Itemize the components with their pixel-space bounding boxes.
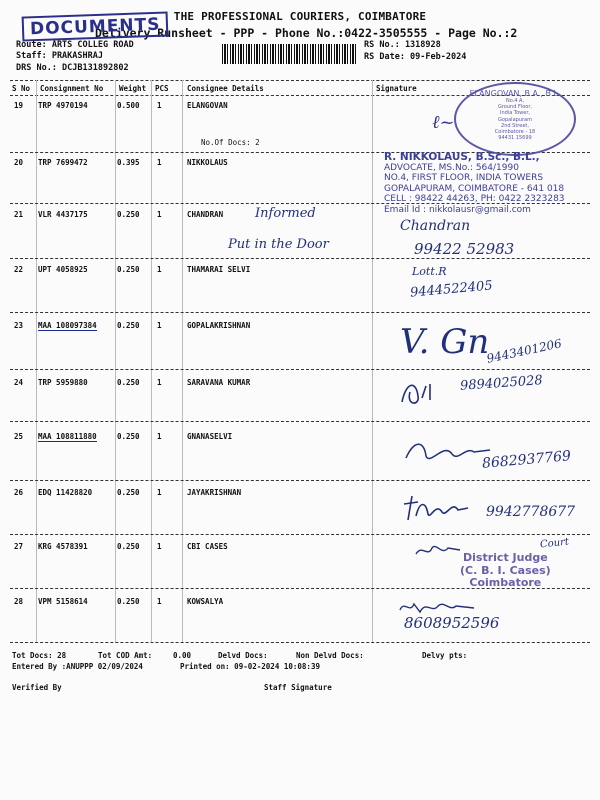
row19-signature: ℓ~ [432, 112, 455, 133]
verified-by: Verified By [12, 683, 62, 692]
elangovan-seal-ring: ELANGOVAN, B.A., B.L. [469, 89, 561, 98]
route-label: Route: ARTS COLLEG ROAD [16, 40, 134, 50]
row-sno: 24 [14, 378, 24, 387]
cbi-court-stamp: District Judge (C. B. I. Cases) Coimbatore [460, 551, 551, 589]
row-consignee: CHANDRAN [187, 210, 224, 219]
row-doc-count: No.Of Docs: 2 [201, 138, 260, 147]
row-consignee: NIKKOLAUS [187, 158, 228, 167]
row-sno: 26 [14, 488, 24, 497]
row-consignment: TRP 7699472 [38, 158, 88, 167]
staff-signature: Staff Signature [264, 683, 332, 692]
delivered-docs: Delvd Docs: [218, 651, 268, 660]
printed-on: Printed on: 09-02-2024 10:08:39 [180, 662, 320, 671]
row21-phone: 99422 52983 [414, 240, 515, 258]
row25-phone: 8682937769 [481, 448, 572, 472]
row-consignee: GNANASELVI [187, 432, 233, 441]
row-sno: 22 [14, 265, 24, 274]
row-consignment: MAA 108097384 [38, 321, 97, 330]
col-header-pcs: PCS [155, 84, 169, 93]
drs-number: DRS No.: DCJB131892802 [16, 63, 129, 73]
row-consignment: KRG 4578391 [38, 542, 88, 551]
row-sno: 19 [14, 101, 24, 110]
row21-note-informed: Informed [255, 206, 316, 221]
row-sno: 21 [14, 210, 24, 219]
row-rule [10, 312, 590, 313]
col-header-weight: Weight [119, 84, 147, 93]
row-weight: 0.250 [117, 265, 140, 274]
row-pcs: 1 [157, 378, 162, 387]
row27-signature [414, 540, 462, 562]
col-header-consignment: Consignment No [40, 84, 104, 93]
col-separator [115, 80, 116, 642]
col-header-consignee: Consignee Details [187, 84, 264, 93]
row22-signature: Lott.R [412, 265, 447, 278]
total-docs: Tot Docs: 28 [12, 651, 67, 660]
row-weight: 0.250 [117, 378, 140, 387]
row-weight: 0.250 [117, 488, 140, 497]
documents-stamp: DOCUMENTS [22, 11, 169, 41]
row-sno: 28 [14, 597, 24, 606]
row23-signature: V. Gn [400, 322, 490, 362]
row27-note: Court [539, 536, 570, 551]
row-pcs: 1 [157, 321, 162, 330]
row-pcs: 1 [157, 265, 162, 274]
delivery-points: Delvy pts: [422, 651, 468, 660]
row22-phone: 9444522405 [409, 278, 494, 301]
row26-signature [402, 490, 470, 524]
row21-signature: Chandran [400, 218, 471, 234]
row-pcs: 1 [157, 597, 162, 606]
row21-note-door: Put in the Door [228, 237, 329, 252]
row23-phone: 9443401206 [485, 336, 563, 366]
col-separator [151, 80, 152, 642]
row-weight: 0.250 [117, 210, 140, 219]
row-consignee: ELANGOVAN [187, 101, 228, 110]
row-rule [10, 258, 590, 259]
staff-label: Staff: PRAKASHRAJ [16, 51, 103, 61]
col-header-sno: S No [12, 84, 31, 93]
row28-phone: 8608952596 [404, 614, 500, 632]
non-delivered-docs: Non Delvd Docs: [296, 651, 364, 660]
row-consignment: TRP 4970194 [38, 101, 88, 110]
entered-by: Entered By :ANUPPP 02/09/2024 [12, 662, 143, 671]
row-rule [10, 369, 590, 370]
row26-phone: 9942778677 [486, 504, 576, 520]
row-pcs: 1 [157, 158, 162, 167]
row-consignee: CBI CASES [187, 542, 228, 551]
row-pcs: 1 [157, 432, 162, 441]
col-separator [36, 80, 37, 642]
row-sno: 25 [14, 432, 24, 441]
col-separator [372, 80, 373, 642]
row-consignee: GOPALAKRISHNAN [187, 321, 251, 330]
row-weight: 0.250 [117, 542, 140, 551]
row-weight: 0.250 [117, 321, 140, 330]
table-top-rule [10, 80, 590, 81]
row-consignee: SARAVANA KUMAR [187, 378, 251, 387]
row-consignment: EDQ 11428820 [38, 488, 93, 497]
elangovan-seal [454, 82, 576, 156]
row-sno: 23 [14, 321, 24, 330]
runsheet-subtitle: Delivery Runsheet - PPP - Phone No.:0422-3505555 - Page No.:2 [95, 26, 518, 40]
nikkolaus-stamp: R. NIKKOLAUS, B.Sc., B.L., ADVOCATE, MS.No.: 564/1990 NO.4, FIRST FLOOR, INDIA TOWERS GOPALAPURAM, COIMBATORE - 641 018 CELL : 98422 44263, PH: 0422 2323283 Email Id : nikkolausr@gmail.com [384, 151, 565, 215]
row-weight: 0.250 [117, 432, 140, 441]
col-separator [182, 80, 183, 642]
row-consignment: VLR 4437175 [38, 210, 88, 219]
row-sno: 27 [14, 542, 24, 551]
row-consignee: KOWSALYA [187, 597, 224, 606]
table-bottom-rule [10, 642, 590, 643]
company-title: THE PROFESSIONAL COURIERS, COIMBATORE [173, 10, 427, 23]
row24-phone: 9894025028 [459, 373, 544, 394]
row-consignee: JAYAKRISHNAN [187, 488, 242, 497]
row-consignment: MAA 108811880 [38, 432, 97, 441]
col-header-signature: Signature [376, 84, 417, 93]
total-cod-value: 0.00 [173, 651, 192, 660]
row-sno: 20 [14, 158, 24, 167]
row-consignment: TRP 5959880 [38, 378, 88, 387]
row-pcs: 1 [157, 542, 162, 551]
row-pcs: 1 [157, 101, 162, 110]
row-weight: 0.250 [117, 597, 140, 606]
row-rule [10, 480, 590, 481]
row24-signature [396, 372, 446, 412]
row-rule [10, 421, 590, 422]
total-cod-label: Tot COD Amt: [98, 651, 153, 660]
row-consignment: VPM 5158614 [38, 597, 88, 606]
row-pcs: 1 [157, 488, 162, 497]
rs-number: RS No.: 1318928 [364, 40, 441, 50]
row-pcs: 1 [157, 210, 162, 219]
row-weight: 0.395 [117, 158, 140, 167]
rs-date: RS Date: 09-Feb-2024 [364, 52, 467, 62]
row-consignee: THAMARAI SELVI [187, 265, 251, 274]
row-weight: 0.500 [117, 101, 140, 110]
elangovan-seal-address: No.4 A, Ground Floor, India Tower, Gopalapuram 2nd Street, Coimbatore - 18 94431 15699 [494, 98, 536, 142]
barcode [222, 44, 357, 64]
row25-signature [404, 436, 494, 466]
row-consignment: UPT 4058925 [38, 265, 88, 274]
row-rule [10, 534, 590, 535]
